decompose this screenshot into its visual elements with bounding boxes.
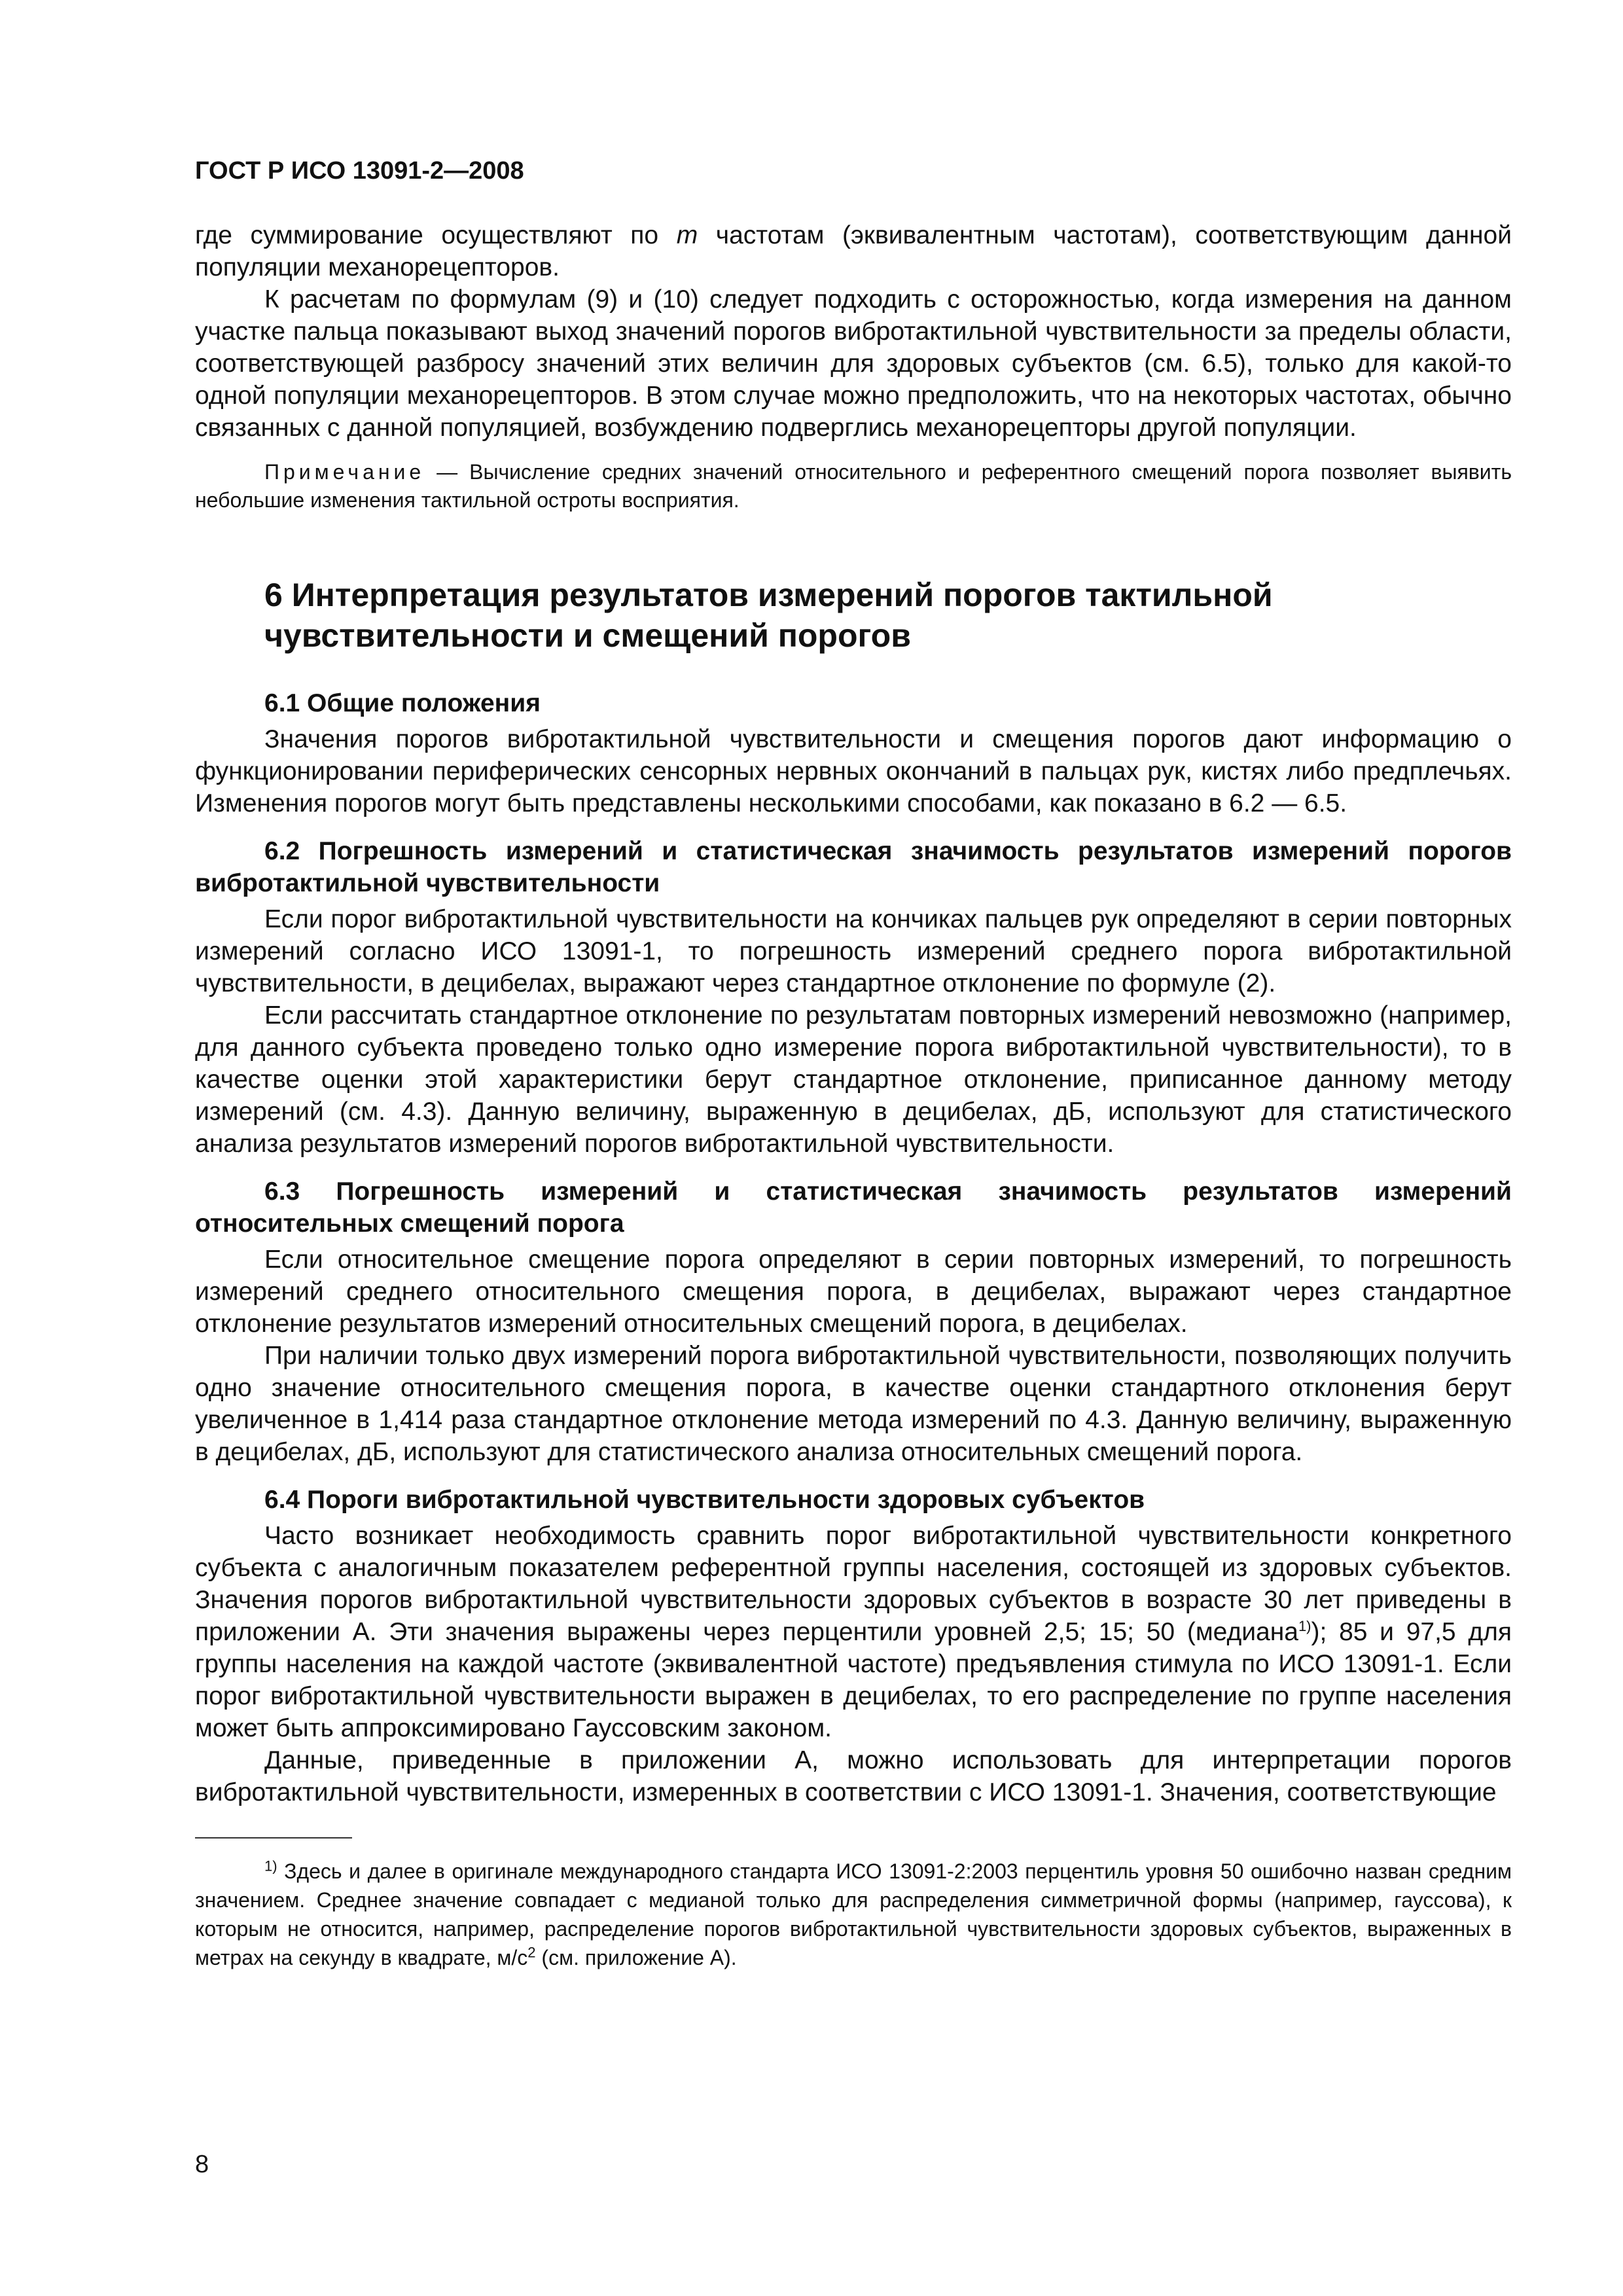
footnote xyxy=(195,1857,1512,1972)
text: ); 85 и 97,5 для группы населения на каждой частоте (эквивалентной частоте) предъявления стимула по ИСО 13091-1. Если порог вибротактильной чувствительности выражен в децибелах, то его распределение по группе населения может быть аппроксимировано Гауссовским законом. xyxy=(195,1618,1512,1742)
section-6-title: 6 Интерпретация результатов измерений порогов тактильной чувствительности и смещений порогов xyxy=(264,577,1273,654)
section-6-3-title: 6.3 Погрешность измерений и статистическая значимость результатов измерений относительных смещений порога xyxy=(195,1177,1512,1238)
section-6-2-title: 6.2 Погрешность измерений и статистическая значимость результатов измерений порогов вибротактильной чувствительности xyxy=(195,837,1512,897)
section-6-3-paragraph-2: При наличии только двух измерений порога вибротактильной чувствительности, позволяющих получить одно значение относительного смещения порога, в качестве оценки стандартного отклонения берут увеличенное в 1,414 раза стандартное отклонение метода измерений по 4.3. Данную величину, выраженную в децибелах, дБ, используют для статистического анализа относительных смещений порога. xyxy=(195,1342,1512,1466)
note-text: — Вычисление средних значений относительного и референтного смещений порога позволяет выявить небольшие изменения тактильной остроты восприятия. xyxy=(195,460,1512,512)
text: Часто возникает необходимость сравнить порог вибротактильной чувствительности конкретного субъекта с аналогичным показателем референтной группы населения, состоящей из здоровых субъектов. Значения порогов вибротактильной чувствительности здоровых субъектов в возрасте 30 лет приведены в приложении А. Эти значения выражены через перцентили уровней 2,5; 15; 50 (медиана xyxy=(195,1522,1512,1646)
footnote-ref: 1) xyxy=(1298,1618,1311,1634)
section-6-2-paragraph-1: Если порог вибротактильной чувствительности на кончиках пальцев рук определяют в серии повторных измерений согласно ИСО 13091-1, то погрешность измерений среднего порога вибротактильной чувствительности, в децибелах, выражают через стандартное отклонение по формуле (2). xyxy=(195,905,1512,997)
variable-m: m xyxy=(676,221,698,249)
text: где суммирование осуществляют по xyxy=(195,221,677,249)
text: частотам (эквивалентным частотам), соответствующим данной популяции механорецепторов. xyxy=(195,221,1512,281)
note-label: Примечание xyxy=(264,460,425,484)
document-header: ГОСТ Р ИСО 13091-2—2008 xyxy=(195,157,524,185)
page-number: 8 xyxy=(195,2151,209,2178)
intro-paragraph-1 xyxy=(195,219,1512,283)
section-6-4-paragraph-1 xyxy=(195,1520,1512,1744)
intro-paragraph-2: К расчетам по формулам (9) и (10) следует подходить с осторожностью, когда измерения на данном участке пальца показывают выход значений порогов вибротактильной чувствительности за пределы области, соответствующей разбросу значений этих величин для здоровых субъектов (см. 6.5), только для какой-то одной популяции механорецепторов. В этом случае можно предположить, что на некоторых частотах, обычно связанных с данной популяцией, возбуждению подверглись механорецепторы другой популяции. xyxy=(195,285,1512,442)
footnote-divider xyxy=(195,1837,352,1839)
footnote-marker: 1) xyxy=(264,1857,277,1874)
text: (см. приложение А). xyxy=(535,1946,737,1969)
text: Здесь и далее в оригинале международного стандарта ИСО 13091-2:2003 перцентиль уровня 50 ошибочно назван средним значением. Среднее значение совпадает с медианой только для распределения симметричной формы (например, гауссова), к которым не относится, например, распределение порогов вибротактильной чувствительности здоровых субъектов, выраженных в метрах на секунду в квадрате, м/с xyxy=(195,1859,1512,1969)
section-6-4-paragraph-2: Данные, приведенные в приложении А, можно использовать для интерпретации порогов вибротактильной чувствительности, измеренных в соответствии с ИСО 13091-1. Значения, соответствующие xyxy=(195,1746,1512,1806)
document-page xyxy=(195,157,1512,1972)
section-6-2-paragraph-2: Если рассчитать стандартное отклонение по результатам повторных измерений невозможно (например, для данного субъекта проведено только одно измерение порога вибротактильной чувствительности), то в качестве оценки этой характеристики берут стандартное отклонение, приписанное данному методу измерений (см. 4.3). Данную величину, выраженную в децибелах, дБ, используют для статистического анализа результатов измерений порогов вибротактильной чувствительности. xyxy=(195,1001,1512,1158)
note-paragraph xyxy=(195,458,1512,514)
section-6-1-paragraph: Значения порогов вибротактильной чувствительности и смещения порогов дают информацию о функционировании периферических сенсорных нервных окончаний в пальцах рук, кистях либо предплечьях. Изменения порогов могут быть представлены несколькими способами, как показано в 6.2 — 6.5. xyxy=(195,725,1512,817)
unit-superscript: 2 xyxy=(527,1944,536,1961)
section-6-4-title: 6.4 Пороги вибротактильной чувствительности здоровых субъектов xyxy=(264,1486,1145,1514)
section-6-1-title: 6.1 Общие положения xyxy=(264,689,541,717)
section-6-3-paragraph-1: Если относительное смещение порога определяют в серии повторных измерений, то погрешность измерений среднего относительного смещения порога, в децибелах, выражают через стандартное отклонение результатов измерений относительных смещений порога, в децибелах. xyxy=(195,1246,1512,1338)
